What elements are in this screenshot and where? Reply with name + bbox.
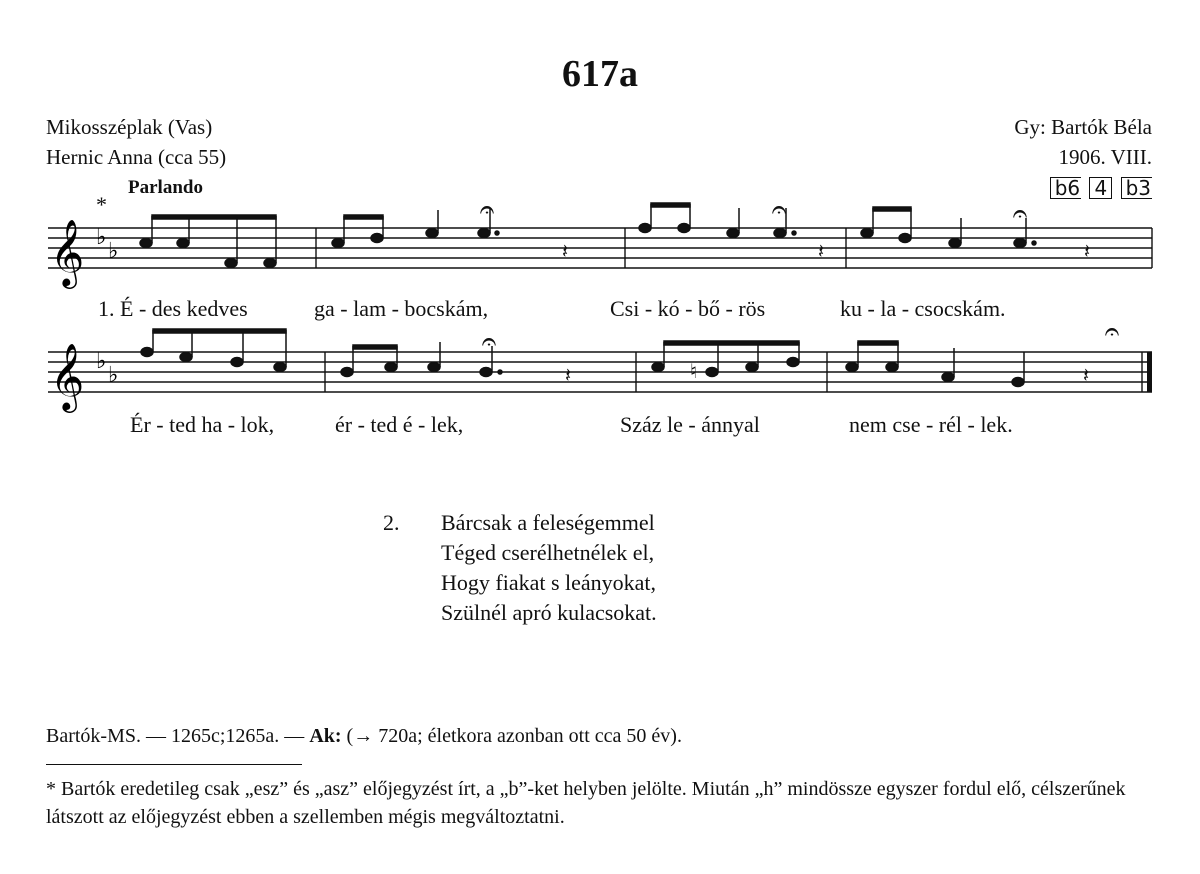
svg-text:𝄽: 𝄽: [1083, 363, 1090, 387]
svg-text:𝄐: 𝄐: [1012, 200, 1028, 229]
cadence-1: b6: [1050, 177, 1081, 199]
svg-text:𝄐: 𝄐: [771, 200, 787, 225]
svg-text:♭: ♭: [108, 363, 119, 388]
verse-line: Hogy fiakat s leányokat,: [441, 570, 657, 595]
svg-text:♭: ♭: [108, 239, 119, 264]
verse-number: 2.: [383, 510, 400, 535]
cadence-3: b3: [1121, 177, 1152, 199]
cadence-indicators: [1050, 176, 1152, 200]
source-reference: [46, 725, 682, 748]
svg-text:♭: ♭: [96, 349, 107, 374]
reference-ak-label: Ak:: [309, 725, 342, 747]
verse-line: Téged cserélhetnélek el,: [441, 540, 655, 565]
place: Mikosszéplak (Vas): [46, 115, 213, 139]
svg-text:𝄐: 𝄐: [1104, 318, 1120, 347]
cadence-2: 4: [1089, 177, 1112, 199]
treble-clef-icon: 𝄞: [50, 342, 85, 410]
svg-text:𝄐: 𝄐: [479, 200, 495, 225]
verse-line: Szülnél apró kulacsokat.: [441, 600, 657, 625]
reference-prefix: Bartók-MS. — 1265c;1265a. —: [46, 725, 310, 747]
date: 1906. VIII.: [1058, 145, 1152, 169]
tempo-marking: Parlando: [128, 177, 203, 198]
lyric-segment: nem cse - rél - lek.: [849, 412, 1013, 437]
lyric-segment: Száz le - ánnyal: [620, 412, 760, 437]
lyrics-line-2: [0, 412, 1200, 442]
footnote-mark: *: [96, 192, 107, 217]
collector: Gy: Bartók Béla: [1014, 115, 1152, 139]
song-number: 617a: [562, 53, 638, 95]
reference-suffix: (→ 720a; életkora azonban ott cca 50 év).: [341, 725, 682, 747]
svg-text:𝄽: 𝄽: [562, 239, 569, 263]
lyric-segment: 1. É - des kedves: [98, 296, 248, 321]
lyric-segment: ku - la - csocskám.: [840, 296, 1006, 321]
svg-text:♭: ♭: [96, 225, 107, 250]
svg-text:𝄐: 𝄐: [481, 327, 497, 357]
lyric-segment: Csi - kó - bő - rös: [610, 296, 766, 321]
footnote-divider: [46, 764, 302, 765]
lyric-segment: ér - ted é - lek,: [335, 412, 464, 437]
svg-text:𝄽: 𝄽: [565, 363, 572, 387]
treble-clef-icon: 𝄞: [50, 218, 85, 286]
verse-line: Bárcsak a feleségemmel: [441, 510, 655, 535]
lyric-segment: Ér - ted ha - lok,: [130, 412, 275, 437]
svg-text:𝄽: 𝄽: [818, 239, 825, 263]
svg-text:♮: ♮: [690, 359, 698, 383]
lyric-segment: ga - lam - bocskám,: [314, 296, 489, 321]
svg-text:𝄽: 𝄽: [1084, 239, 1091, 263]
staff-line-1: [0, 200, 1200, 310]
footnote: * Bartók eredetileg csak „esz” és „asz” előjegyzést írt, a „b”-ket helyben jelölte. Miután „h” mindössze egyszer fordul elő, célszerűnek látszott az előjegyzést ebben a szellemben mégis megváltoztatni.: [46, 778, 1126, 828]
singer: Hernic Anna (cca 55): [46, 145, 227, 169]
